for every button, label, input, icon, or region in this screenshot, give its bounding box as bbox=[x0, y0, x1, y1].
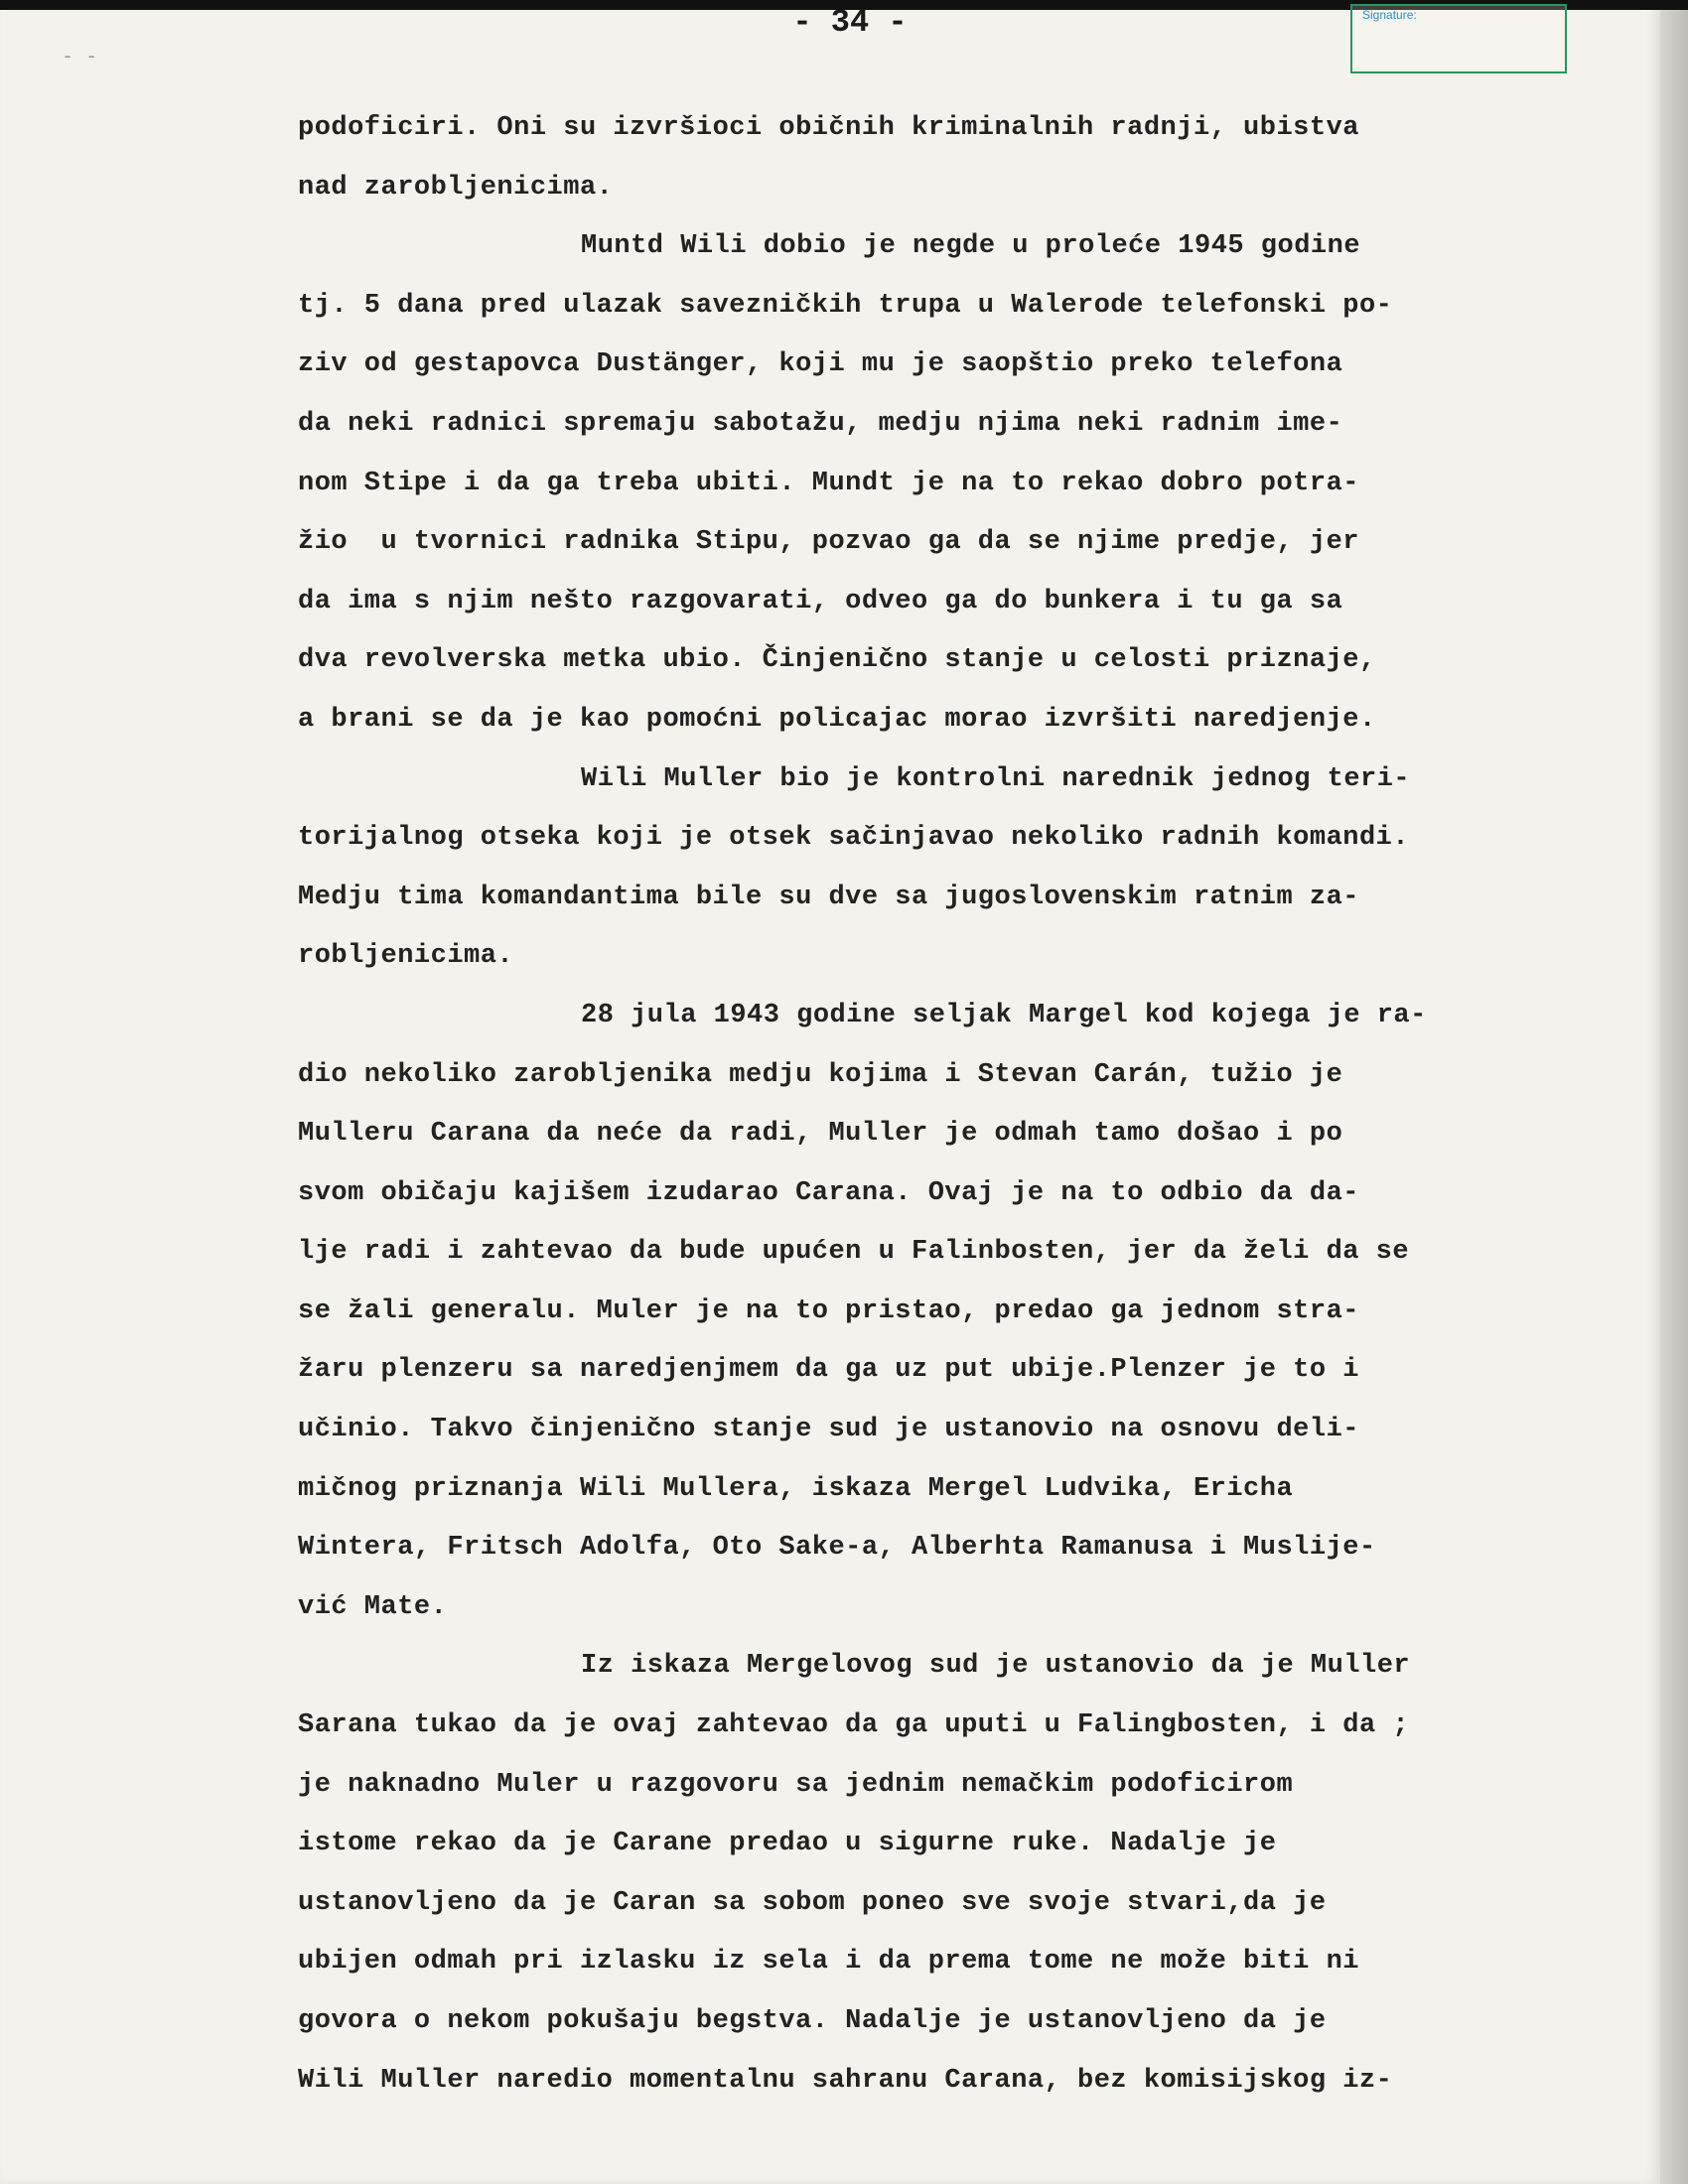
text-line: tj. 5 dana pred ulazak savezničkih trupa u Walerode telefonski po- bbox=[298, 290, 1393, 321]
stamp-label: Signature: bbox=[1362, 8, 1417, 22]
text-line: podoficiri. Oni su izvršioci običnih kriminalnih radnji, ubistva bbox=[298, 113, 1359, 143]
text-line: je naknadno Muler u razgovoru sa jednim nemačkim podoficirom bbox=[298, 1769, 1294, 1800]
text-line: svom običaju kajišem izudarao Carana. Ovaj je na to odbio da da- bbox=[298, 1177, 1359, 1208]
document-body bbox=[298, 99, 1648, 2111]
text-line: učinio. Takvo činjenično stanje sud je ustanovio na osnovu deli- bbox=[298, 1415, 1359, 1445]
text-line: torijalnog otseka koji je otsek sačinjavao nekoliko radnih komandi. bbox=[298, 823, 1410, 854]
text-line: dio nekoliko zarobljenika medju kojima i Stevan Carán, tužio je bbox=[298, 1059, 1343, 1090]
text-line: Medju tima komandantima bile su dve sa jugoslovenskim ratnim za- bbox=[298, 882, 1359, 912]
text-line: vić Mate. bbox=[298, 1591, 448, 1622]
text-line: govora o nekom pokušaju begstva. Nadalje je ustanovljeno da je bbox=[298, 2006, 1327, 2036]
text-line: nad zarobljenicima. bbox=[298, 172, 614, 203]
text-line: ustanovljeno da je Caran sa sobom poneo sve svoje stvari,da je bbox=[298, 1887, 1327, 1918]
text-line: ubijen odmah pri izlasku iz sela i da prema tome ne može biti ni bbox=[298, 1947, 1359, 1978]
page-number-text: - 34 - bbox=[792, 4, 908, 41]
text-line: Wintera, Fritsch Adolfa, Oto Sake-a, Alberhta Ramanusa i Muslije- bbox=[298, 1533, 1376, 1564]
text-line: mičnog priznanja Wili Mullera, iskaza Mergel Ludvika, Ericha bbox=[298, 1473, 1294, 1504]
text-line: a brani se da je kao pomoćni policajac morao izvršiti naredjenje. bbox=[298, 704, 1376, 735]
text-line: žio u tvornici radnika Stipu, pozvao ga da se njime predje, jer bbox=[298, 527, 1359, 558]
text-line: robljenicima. bbox=[298, 941, 514, 972]
paragraph-first-line: Wili Muller bio je kontrolni narednik jednog teri- bbox=[581, 763, 1411, 794]
text-line: Wili Muller naredio momentalnu sahranu Carana, bez komisijskog iz- bbox=[298, 2065, 1393, 2096]
text-line: lje radi i zahtevao da bude upućen u Falinbosten, jer da želi da se bbox=[298, 1237, 1410, 1268]
text-line: istome rekao da je Carane predao u sigurne ruke. Nadalje je bbox=[298, 1829, 1277, 1859]
paragraph-first-line: 28 jula 1943 godine seljak Margel kod kojega je ra- bbox=[581, 1000, 1427, 1030]
paragraph-first-line: Iz iskaza Mergelovog sud je ustanovio da je Muller bbox=[581, 1651, 1411, 1682]
text-line: da neki radnici spremaju sabotažu, medju njima neki radnim ime- bbox=[298, 408, 1343, 439]
text-line: žaru plenzeru sa naredjenjmem da ga uz put ubije.Plenzer je to i bbox=[298, 1355, 1359, 1386]
page-number bbox=[0, 4, 1660, 41]
text-line: Mulleru Carana da neće da radi, Muller je odmah tamo došao i po bbox=[298, 1119, 1343, 1150]
text-line: dva revolverska metka ubio. Činjenično stanje u celosti priznaje, bbox=[298, 645, 1376, 676]
text-line: Sarana tukao da je ovaj zahtevao da ga uputi u Falingbosten, i da ; bbox=[298, 1710, 1410, 1741]
text-line: ziv od gestapovca Dustänger, koji mu je saopštio preko telefona bbox=[298, 349, 1343, 380]
paragraph-first-line: Muntd Wili dobio je negde u proleće 1945 godine bbox=[581, 231, 1361, 262]
text-line: da ima s njim nešto razgovarati, odveo ga do bunkera i tu ga sa bbox=[298, 586, 1343, 616]
text-line: nom Stipe i da ga treba ubiti. Mundt je na to rekao dobro potra- bbox=[298, 468, 1359, 498]
text-line: se žali generalu. Muler je na to pristao, predao ga jednom stra- bbox=[298, 1296, 1359, 1326]
scan-edge bbox=[1660, 0, 1688, 2184]
margin-mark: - - bbox=[62, 44, 98, 68]
